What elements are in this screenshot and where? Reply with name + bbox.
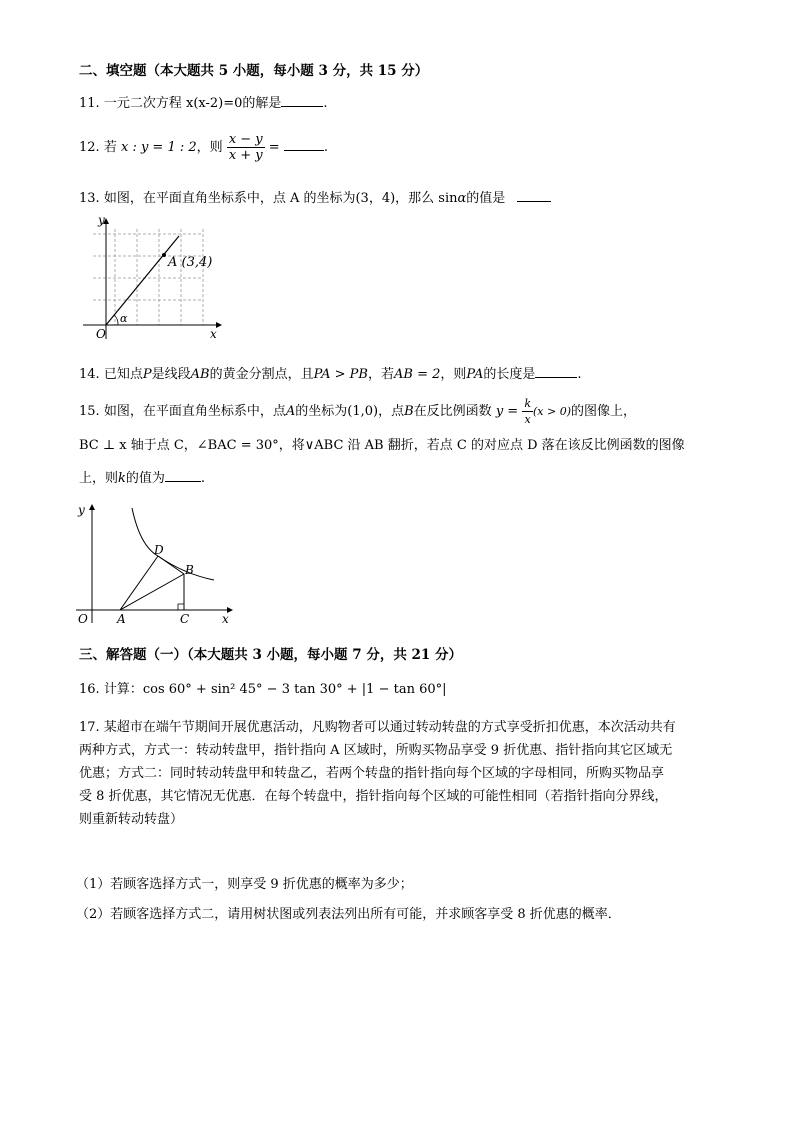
q17-line-2: 两种方式，方式一：转动转盘甲，指针指向 A 区域时，所购买物品享受 9 折优惠、指针指向其它区域无	[79, 743, 673, 758]
q15-func-den: x	[524, 413, 531, 426]
q15-func-y: y =	[495, 404, 519, 419]
fig15-segment-DB	[158, 556, 184, 574]
q17-line-1: 17. 某超市在端午节期间开展优惠活动，凡购物者可以通过转动转盘的方式享受折扣优惠，本次活动共有	[79, 720, 676, 735]
q13-tail: 的值是	[466, 191, 506, 206]
fig13-x-label: x	[210, 327, 217, 341]
question-15-line-2: BC ⊥ x 轴于点 C，∠BAC = 30°，将∨ABC 沿 AB 翻折，若点 C 的对应点 D 落在该反比例函数的图像	[79, 438, 685, 453]
q15-k: k	[118, 471, 126, 486]
question-11	[79, 94, 328, 113]
question-17-paragraph	[79, 716, 719, 831]
q14-P: P	[142, 367, 152, 382]
q15-text-c: ，点	[378, 404, 405, 419]
q14-t5: ，则	[440, 367, 467, 382]
q13-alpha: α	[457, 191, 467, 206]
q12-mid: ，则	[196, 140, 223, 155]
q14-answer-blank[interactable]	[535, 365, 577, 378]
q13-text: 如图，在平面直角坐标系中，点 A 的坐标为(3，4)，那么 sin	[103, 191, 458, 206]
fig13-point-A-label: A (3,4)	[168, 255, 213, 270]
q14-t6: 的长度是	[483, 367, 536, 382]
question-15-line-3	[79, 469, 205, 488]
fig15-C-label: C	[180, 612, 190, 626]
fig15-hyperbola	[132, 508, 214, 580]
figure-13-coordinate-plane	[78, 214, 228, 344]
q12-number: 12.	[79, 140, 100, 155]
fig15-x-label: x	[222, 612, 229, 626]
q14-cond: PA > PB	[313, 367, 368, 382]
fig15-O-label: O	[78, 612, 88, 626]
q15-text-a: 如图，在平面直角坐标系中，点	[103, 404, 286, 419]
fig13-origin-label: O	[96, 327, 106, 341]
q14-t3: 的黄金分割点，且	[209, 367, 314, 382]
q15-text-l3b: 的值为	[125, 471, 165, 486]
q15-A: A	[285, 404, 296, 419]
q15-end: .	[200, 471, 206, 486]
fig13-point-A	[162, 253, 166, 257]
q17-line-3: 优惠；方式二：同时转动转盘甲和转盘乙，若两个转盘的指针指向每个区域的字母相同，所购买物品享	[79, 766, 665, 781]
q14-t2: 是线段	[151, 367, 191, 382]
fig15-segment-AD	[120, 556, 158, 610]
q17-line-4: 受 8 折优惠，其它情况无优惠．在每个转盘中，指针指向每个区域的可能性相同（若指针指向分界线，	[79, 789, 668, 804]
q15-text-l3a: 上，则	[79, 471, 119, 486]
section-heading-solutions: 三、解答题（一）（本大题共 3 小题，每小题 7 分，共 21 分）	[79, 647, 463, 663]
q12-end: .	[323, 140, 328, 155]
q16-expression: cos 60° + sin² 45° − 3 tan 30° + |1 − tan 60°|	[142, 682, 447, 697]
q13-answer-blank[interactable]	[517, 189, 551, 202]
q12-answer-blank[interactable]	[284, 138, 324, 151]
q12-ratio: x : y = 1 : 2	[120, 140, 197, 155]
fig13-ray-OA	[106, 236, 179, 325]
q15-text-b: 的坐标为	[295, 404, 348, 419]
q15-coord: (1,0)	[347, 404, 379, 419]
q15-answer-blank[interactable]	[165, 469, 201, 482]
q11-tail: 的解是	[242, 96, 282, 111]
q12-fraction	[227, 132, 265, 163]
q12-fraction-numerator: x − y	[228, 132, 263, 147]
q15-number: 15.	[79, 404, 100, 419]
q15-func-num: k	[524, 397, 531, 410]
figure-15-reflection-diagram	[72, 498, 242, 633]
q13-number: 13.	[79, 191, 100, 206]
fig15-right-angle-mark	[178, 604, 184, 610]
fig15-segment-AB	[120, 574, 184, 610]
q14-AB: AB	[190, 367, 210, 382]
q12-fraction-denominator: x + y	[228, 148, 263, 163]
fig15-y-label: y	[78, 503, 85, 517]
q15-func-cond: (x > 0)	[533, 405, 571, 418]
fig15-A-label: A	[117, 612, 126, 626]
q16-text: 计算：	[103, 682, 143, 697]
question-13	[79, 189, 551, 208]
fig15-B-label: B	[185, 563, 194, 577]
q17-subquestion-2: （2）若顾客选择方式二，请用树状图或列表法列出所有可能，并求顾客享受 8 折优惠的概率．	[76, 907, 621, 922]
q12-eqsign: =	[268, 140, 280, 155]
q17-line-5: 则重新转动转盘）	[79, 812, 184, 827]
q15-text-d: 在反比例函数	[413, 404, 492, 419]
q17-subquestion-1: （1）若顾客选择方式一，则享受 9 折优惠的概率为多少；	[76, 877, 413, 892]
question-12	[79, 132, 328, 164]
question-14	[79, 365, 582, 384]
fig15-y-arrow	[89, 504, 95, 510]
fig13-x-arrow	[216, 322, 222, 328]
q11-text: 一元二次方程	[103, 96, 182, 111]
q15-func-fraction	[522, 396, 533, 427]
fig15-D-label: D	[154, 543, 164, 557]
q16-number: 16.	[79, 682, 100, 697]
q14-PA: PA	[466, 367, 484, 382]
fig13-y-label: y	[98, 214, 105, 227]
q11-number: 11.	[79, 96, 100, 111]
fig13-alpha-label: α	[120, 312, 128, 325]
q14-t1: 已知点	[103, 367, 143, 382]
question-15-line-1	[79, 396, 636, 427]
q14-t4: ，若	[367, 367, 394, 382]
section-heading-fill-in: 二、填空题（本大题共 5 小题，每小题 3 分，共 15 分）	[79, 63, 429, 79]
q11-answer-blank[interactable]	[281, 94, 323, 107]
q11-equation: x(x-2)=0	[185, 96, 243, 111]
q11-end: .	[323, 96, 328, 111]
q14-end: .	[577, 367, 582, 382]
q15-B: B	[404, 404, 414, 419]
q14-cond2: AB = 2	[394, 367, 441, 382]
q15-text-e: 的图像上，	[571, 404, 637, 419]
q12-pre: 若	[103, 140, 117, 155]
question-16	[79, 681, 447, 699]
q14-number: 14.	[79, 367, 100, 382]
fig13-grid	[93, 229, 203, 325]
